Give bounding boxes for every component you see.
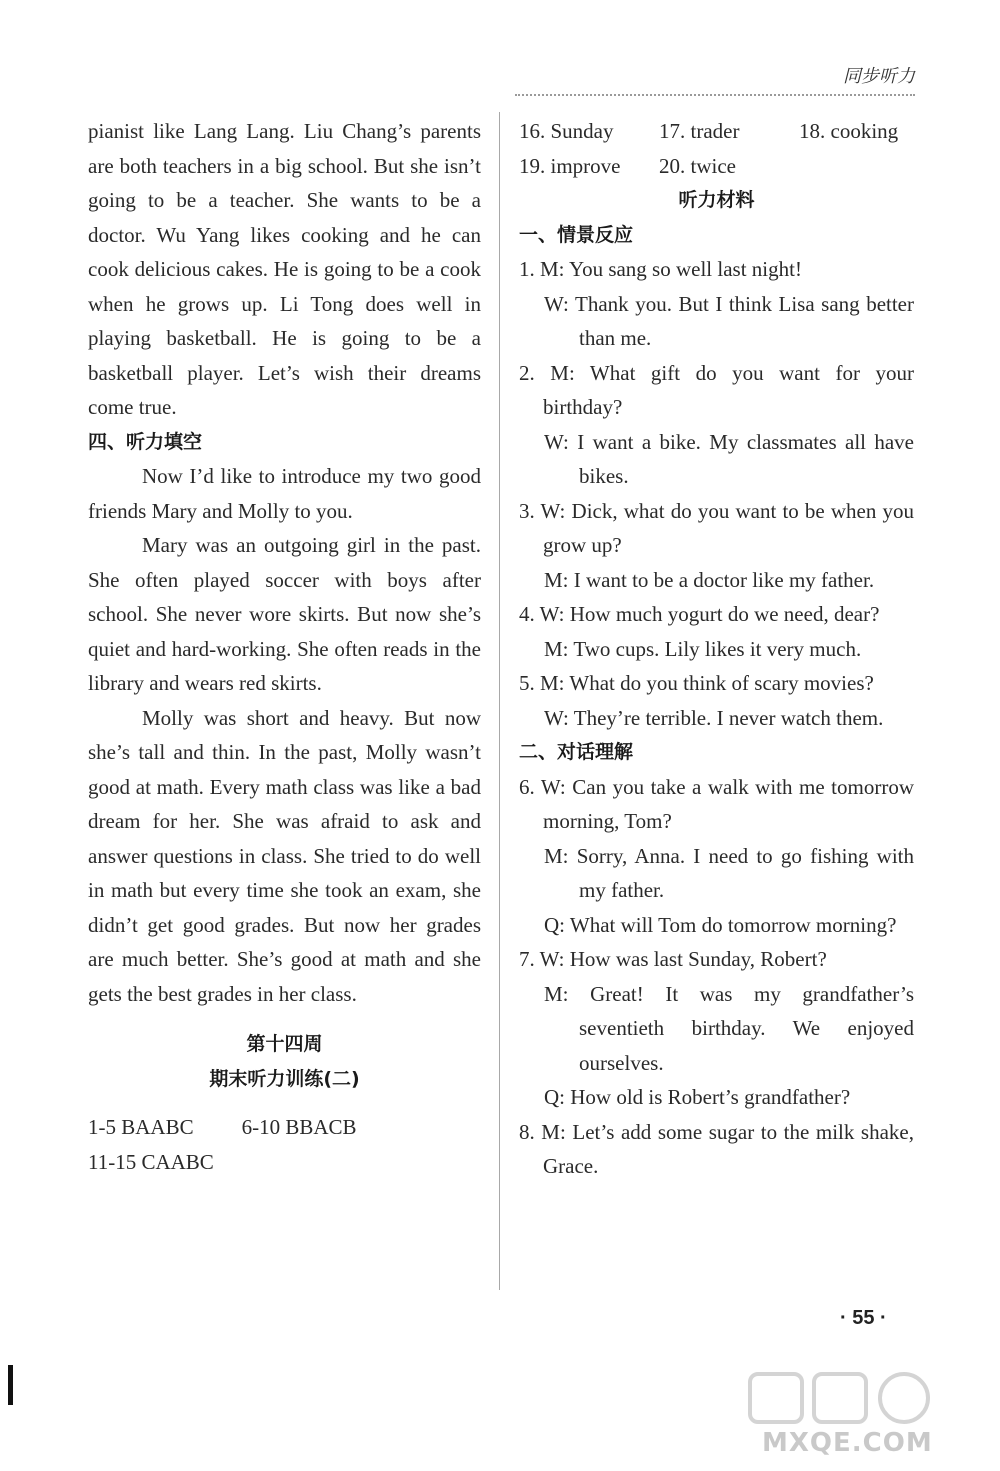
answer-row-2: 11-15 CAABC: [88, 1149, 214, 1174]
paragraph: Now I’d like to introduce my two good friends Mary and Molly to you.: [88, 464, 481, 523]
dialogue-line: [519, 494, 914, 563]
speaker-label: 2. M:: [519, 360, 575, 385]
answer-item: 19. improve: [519, 153, 621, 178]
speaker-label: M:: [544, 636, 569, 661]
dialogue-line: [519, 287, 914, 356]
dialogue-line: [519, 1115, 914, 1184]
dialogue-line: [519, 356, 914, 425]
dialogue-text: You sang so well last night!: [569, 257, 802, 281]
dialogue-text: Dick, what do you want to be when you grow up?: [543, 498, 914, 557]
dialogue-text: Sorry, Anna. I need to go fishing with my father.: [576, 843, 914, 902]
dialogue-text: They’re terrible. I never watch them.: [573, 705, 884, 730]
dialogue-line: [519, 252, 914, 287]
dialogue-text: How old is Robert’s grandfather?: [570, 1085, 851, 1109]
watermark-text: MXQE.COM: [762, 1428, 933, 1458]
dialogue-line: [519, 632, 914, 667]
watermark: [740, 1370, 990, 1465]
paragraph: Molly was short and heavy. But now she’s tall and thin. In the past, Molly wasn’t good at math. Every math class was like a bad dream for her. She was afraid to ask and answer questions in class. She tried to do well in math but every time she took an exam, she didn’t get good grades. But now her grades are much better. She’s good at math and she gets the best grades in her class.: [88, 705, 481, 1006]
dialogue-text: I want a bike. My classmates all have bikes.: [577, 429, 914, 488]
page-number: · 55 ·: [840, 1307, 887, 1329]
speaker-label: 7. W:: [519, 947, 565, 971]
dialogue-text: Can you take a walk with me tomorrow morning, Tom?: [543, 774, 914, 833]
paragraph: pianist like Lang Lang. Liu Chang’s parents are both teachers in a big school. But she isn’t going to be a teacher. She wants to be a doctor. Wu Yang likes cooking and he can cook delicious cakes. He is going to be a cook when he grows up. Li Tong does well in playing basketball. He is going to be a basketball player. Let’s wish their dreams come true.: [88, 119, 481, 419]
dialogue-text: Let’s add some sugar to the milk shake, Grace.: [543, 1119, 914, 1178]
dialogue-line: [519, 425, 914, 494]
speaker-label: 1. M:: [519, 257, 565, 281]
answer-grid: [519, 114, 914, 183]
dialogue-text: How was last Sunday, Robert?: [569, 947, 827, 971]
speaker-label: 5. M:: [519, 671, 565, 695]
dialogue-line: [519, 942, 914, 977]
dialogue-line: [519, 1080, 914, 1115]
dialogue-text: How much yogurt do we need, dear?: [569, 602, 880, 626]
dialogue-line: [519, 977, 914, 1081]
dialogue-line: [519, 597, 914, 632]
dialogue-text: Two cups. Lily likes it very much.: [573, 636, 862, 661]
dialogue-list-2: [519, 770, 914, 1184]
page-header: [515, 60, 915, 100]
speaker-label: 6. W:: [519, 774, 566, 799]
dialogue-line: [519, 839, 914, 908]
dialogue-line: [519, 701, 914, 736]
answer-group: 1-5 BAABC: [88, 1115, 194, 1139]
dialogue-text: What do you think of scary movies?: [569, 671, 874, 695]
dialogue-text: What gift do you want for your birthday?: [543, 360, 914, 419]
speaker-label: 3. W:: [519, 498, 566, 523]
dialogue-list-1: [519, 252, 914, 735]
answer-row-1: [88, 1110, 481, 1145]
speaker-label: W:: [544, 429, 569, 454]
dialogue-line: [519, 563, 914, 598]
answer-group: 6-10 BBACB: [241, 1115, 357, 1139]
week-title: 第十四周: [246, 1033, 323, 1055]
answer-item: 20. twice: [659, 153, 736, 178]
dialogue-text: What will Tom do tomorrow morning?: [569, 912, 897, 937]
answer-item: 18. cooking: [799, 119, 899, 143]
speaker-label: W:: [544, 705, 569, 730]
dialogue-text: Thank you. But I think Lisa sang better than me.: [575, 291, 914, 350]
speaker-label: M:: [544, 843, 569, 868]
binding-mark: [8, 1365, 13, 1405]
column-divider: [499, 112, 500, 1290]
speaker-label: W:: [544, 291, 569, 316]
answer-item: 17. trader: [659, 119, 740, 143]
paragraph: Mary was an outgoing girl in the past. She often played soccer with boys after school. She never wore skirts. But now she’s quiet and hard-working. She often reads in the library and wears red skirts.: [88, 533, 481, 695]
materials-heading: 听力材料: [678, 189, 755, 211]
speaker-label: M:: [544, 567, 569, 592]
left-column: [88, 114, 481, 1179]
section-heading-situational: 一、情景反应: [519, 223, 634, 246]
section-heading-comprehension: 二、对话理解: [519, 741, 634, 763]
answer-item: 16. Sunday: [519, 119, 614, 143]
week-block: [88, 1027, 481, 1096]
dialogue-text: Great! It was my grandfather’s seventieth birthday. We enjoyed ourselves.: [579, 981, 914, 1075]
speaker-label: Q:: [544, 912, 565, 937]
header-rule: [515, 94, 915, 96]
dialogue-line: [519, 908, 914, 943]
dialogue-line: [519, 770, 914, 839]
dialogue-text: I want to be a doctor like my father.: [573, 567, 875, 592]
right-column: [519, 114, 914, 1184]
speaker-label: 8. M:: [519, 1119, 566, 1144]
dialogue-line: [519, 666, 914, 701]
speaker-label: Q:: [544, 1085, 565, 1109]
speaker-label: 4. W:: [519, 602, 565, 626]
exercise-title: 期末听力训练(二): [209, 1067, 360, 1090]
section-heading-fill-blanks: 四、听力填空: [88, 430, 203, 453]
header-title: 同步听力: [843, 66, 915, 87]
speaker-label: M:: [544, 981, 569, 1006]
